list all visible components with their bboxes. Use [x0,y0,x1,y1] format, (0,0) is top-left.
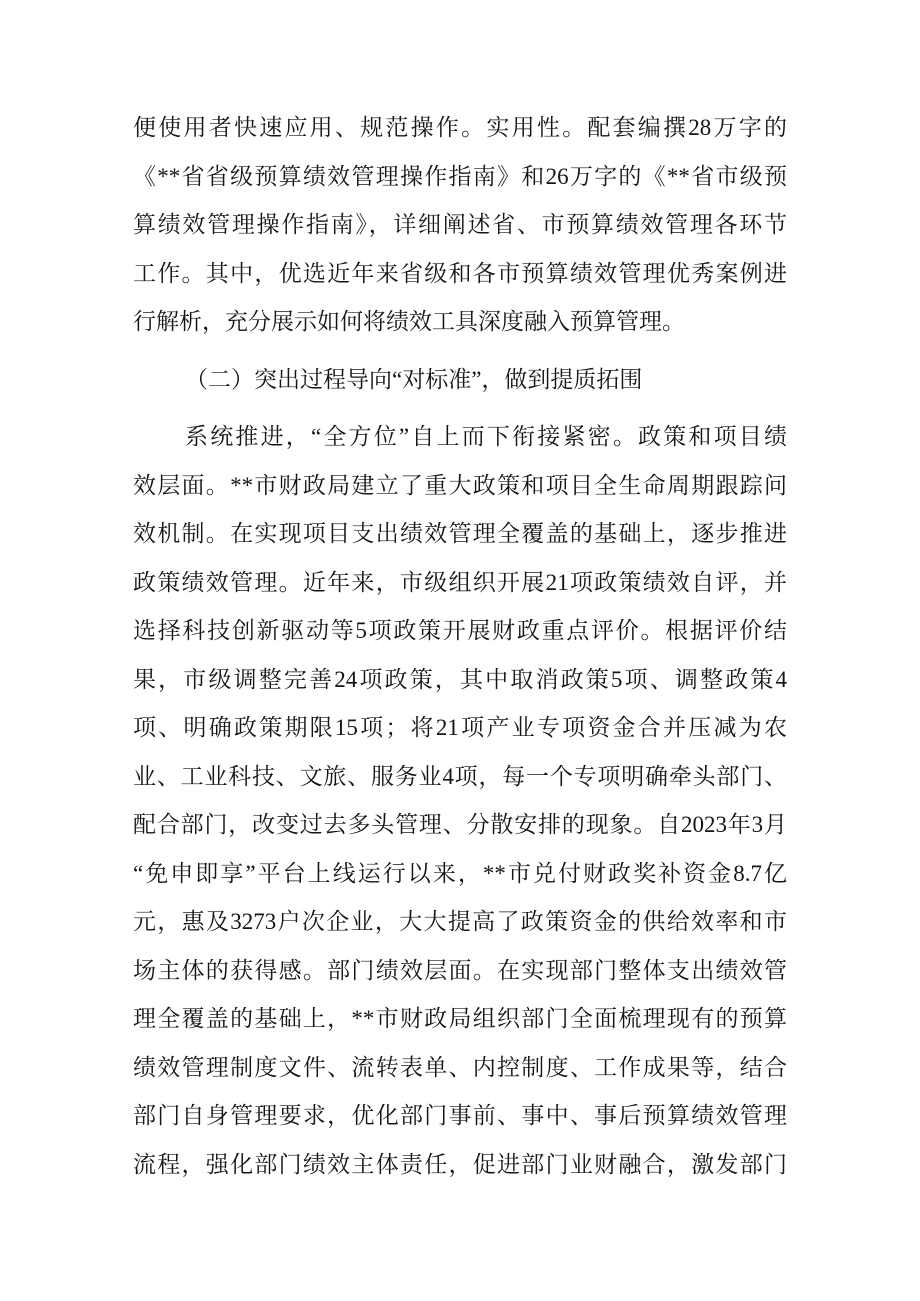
text-line: 果，市级调整完善24项政策，其中取消政策5项、调整政策4 [133,666,787,692]
text-line: 算绩效管理操作指南》，详细阐述省、市预算绩效管理各环节 [133,212,787,237]
body-paragraph [133,413,787,1189]
text-line: 效层面。**市财政局建立了重大政策和项目全生命周期跟踪问 [133,472,787,498]
intro-paragraph [133,104,787,347]
text-line: 工作。其中，优选近年来省级和各市预算绩效管理优秀案例进 [133,260,787,286]
text-line: 元，惠及3273户次企业，大大提高了政策资金的供给效率和市 [133,909,787,934]
text-line: 业、工业科技、文旅、服务业4项，每一个专项明确牵头部门、 [133,763,787,789]
text-line: 系统推进，“全方位”自上而下衔接紧密。政策和项目绩 [185,424,787,449]
text-line: 选择科技创新驱动等5项政策开展财政重点评价。根据评价结 [133,618,787,643]
document-body [133,104,787,1189]
text-line: 项、明确政策期限15项；将21项产业专项资金合并压减为农 [133,715,787,740]
text-line: 《**省省级预算绩效管理操作指南》和26万字的《**省市级预 [133,163,787,189]
text-line: 流程，强化部门绩效主体责任，促进部门业财融合，激发部门 [133,1151,787,1177]
section-heading: （二）突出过程导向“对标准”，做到提质拓围 [185,366,643,392]
text-line: 部门自身管理要求，优化部门事前、事中、事后预算绩效管理 [133,1103,787,1128]
text-line: 政策绩效管理。近年来，市级组织开展21项政策绩效自评，并 [133,569,787,595]
text-line: 效机制。在实现项目支出绩效管理全覆盖的基础上，逐步推进 [133,521,787,546]
text-line: 理全覆盖的基础上，**市财政局组织部门全面梳理现有的预算 [133,1006,787,1031]
text-line: 场主体的获得感。部门绩效层面。在实现部门整体支出绩效管 [133,957,787,983]
text-line: 配合部门，改变过去多头管理、分散安排的现象。自2023年3月 [133,812,787,837]
text-line: “免申即享”平台上线运行以来，**市兑付财政奖补资金8.7亿 [133,860,787,886]
text-line: 便使用者快速应用、规范操作。实用性。配套编撰28万字的 [133,115,787,140]
text-line: 行解析，充分展示如何将绩效工具深度融入预算管理。 [133,309,685,334]
text-line: 绩效管理制度文件、流转表单、内控制度、工作成果等，结合 [133,1054,787,1080]
